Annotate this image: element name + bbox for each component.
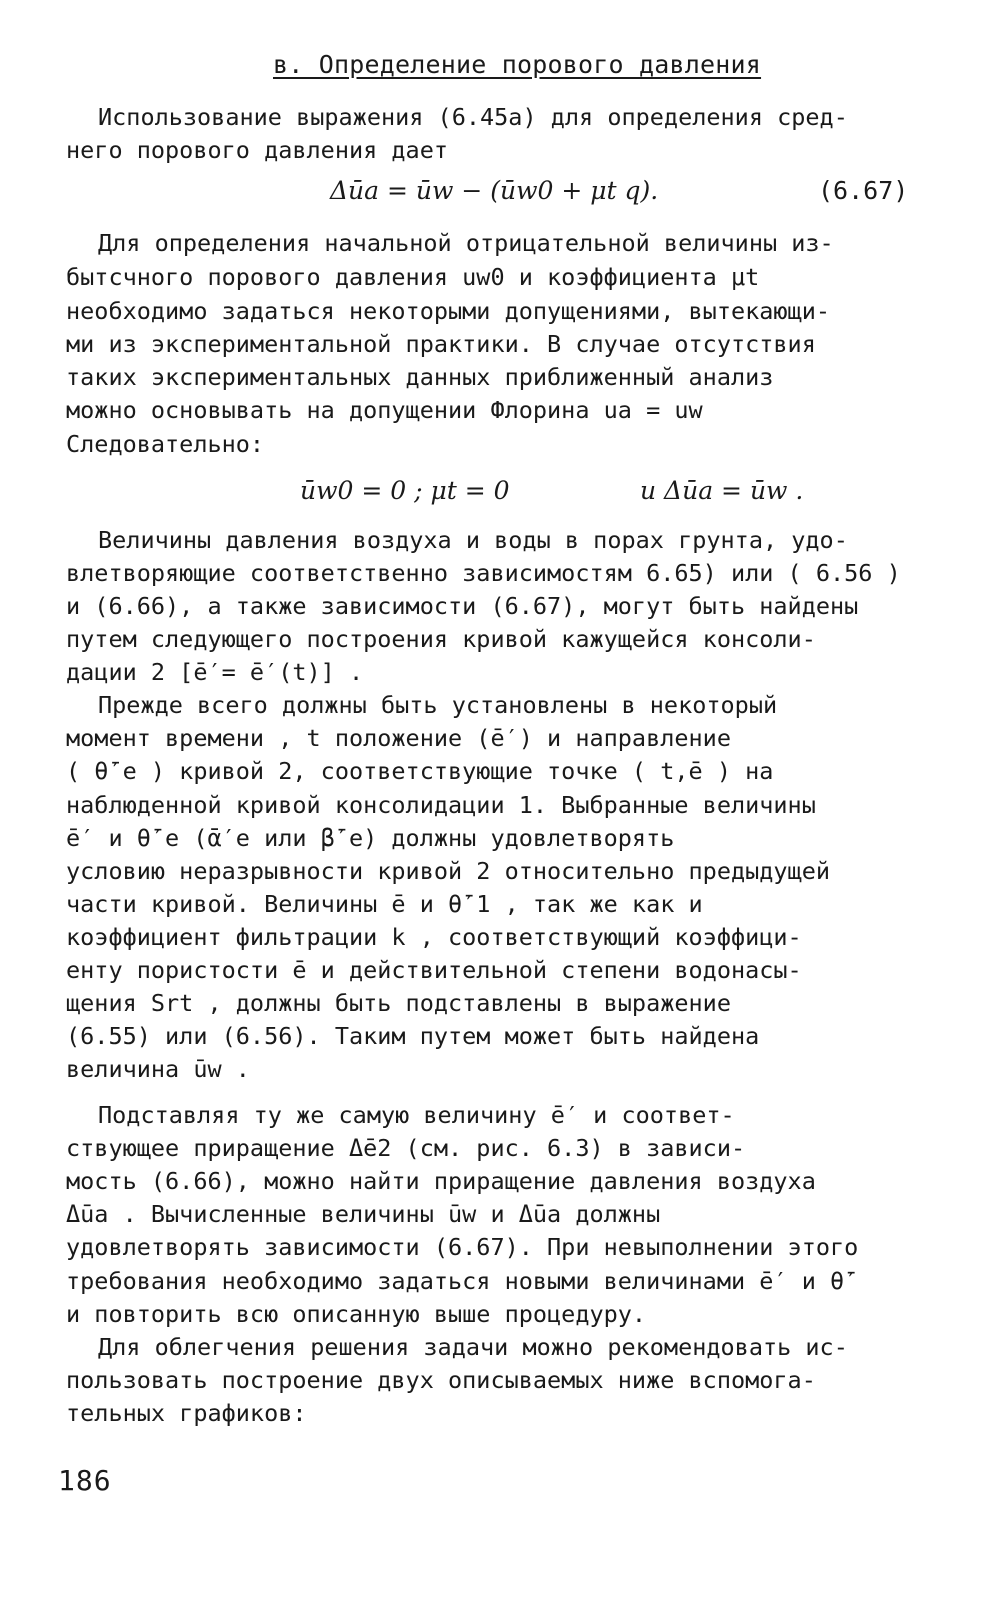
equation-6-67: Δūa = ūw − (ūw0 + μt q). xyxy=(330,176,659,205)
text-line: Для определения начальной отрицательной величины из- xyxy=(98,229,834,257)
text-line: Δūa . Вычисленные величины ūw и Δūa должны xyxy=(66,1200,661,1228)
text-line: части кривой. Величины ē и θ̄′1 , так же как и xyxy=(66,890,703,918)
text-line: путем следующего построения кривой кажущейся консоли- xyxy=(66,625,816,653)
text-line: влетворяющие соответственно зависимостям 6.65) или ( 6.56 ) xyxy=(66,559,901,587)
text-line: щения Srt , должны быть подставлены в выражение xyxy=(66,989,731,1017)
text-line: бытсчного порового давления uw0 и коэффициента μt xyxy=(66,263,760,291)
text-line: и (6.66), а также зависимости (6.67), могут быть найдены xyxy=(66,592,859,620)
text-line: ē′ и θ̄′e (ᾱ′e или β̄′e) должны удовлетворять xyxy=(66,824,675,852)
text-line: и повторить всю описанную выше процедуру. xyxy=(66,1300,647,1328)
text-line: момент времени , t положение (ē′) и направление xyxy=(66,724,731,752)
text-line: тельных графиков: xyxy=(66,1399,307,1427)
section-heading: в. Определение порового давления xyxy=(273,50,762,79)
text-line: Следовательно: xyxy=(66,430,265,458)
text-line: пользовать построение двух описываемых ниже вспомога- xyxy=(66,1366,816,1394)
equation-number: (6.67) xyxy=(818,176,909,205)
text-line: Прежде всего должны быть установлены в некоторый xyxy=(98,691,778,719)
text-line: (6.55) или (6.56). Таким путем может быть найдена xyxy=(66,1022,760,1050)
page-number: 186 xyxy=(58,1464,112,1497)
text-line: таких экспериментальных данных приближенный анализ xyxy=(66,363,774,391)
text-line: ( θ̄′e ) кривой 2, соответствующие точке ( t,ē ) на xyxy=(66,757,774,785)
text-line: требования необходимо задаться новыми величинами ē′ и θ̄′ xyxy=(66,1267,859,1295)
text-line: можно основывать на допущении Флорина ua = uw xyxy=(66,396,703,424)
text-line: удовлетворять зависимости (6.67). При невыполнении этого xyxy=(66,1233,859,1261)
equation-conditions: ūw0 = 0 ; μt = 0 xyxy=(300,476,510,505)
text-line: условию неразрывности кривой 2 относительно предыдущей xyxy=(66,857,831,885)
text-line: Величины давления воздуха и воды в порах грунта, удо- xyxy=(98,526,848,554)
text-line: наблюденной кривой консолидации 1. Выбранные величины xyxy=(66,791,816,819)
text-line: Подставляя ту же самую величину ē′ и соответ- xyxy=(98,1101,735,1129)
text-line: дации 2 [ē′= ē′(t)] . xyxy=(66,658,364,686)
text-line: ми из экспериментальной практики. В случае отсутствия xyxy=(66,330,816,358)
text-line: ствующее приращение Δē2 (см. рис. 6.3) в зависи- xyxy=(66,1134,746,1162)
text-line: величина ūw . xyxy=(66,1055,250,1083)
text-line: коэффициент фильтрации k , соответствующий коэффици- xyxy=(66,923,802,951)
text-line: мость (6.66), можно найти приращение давления воздуха xyxy=(66,1167,816,1195)
text-line: необходимо задаться некоторыми допущениями, вытекающи- xyxy=(66,297,831,325)
text-line: Для облегчения решения задачи можно рекомендовать ис- xyxy=(98,1333,848,1361)
equation-conclusion: и Δūa = ūw . xyxy=(640,476,804,505)
text-line: Использование выражения (6.45а) для определения сред- xyxy=(98,103,848,131)
text-line: енту пористости ē и действительной степени водонасы- xyxy=(66,956,802,984)
text-line: него порового давления дает xyxy=(66,136,449,164)
